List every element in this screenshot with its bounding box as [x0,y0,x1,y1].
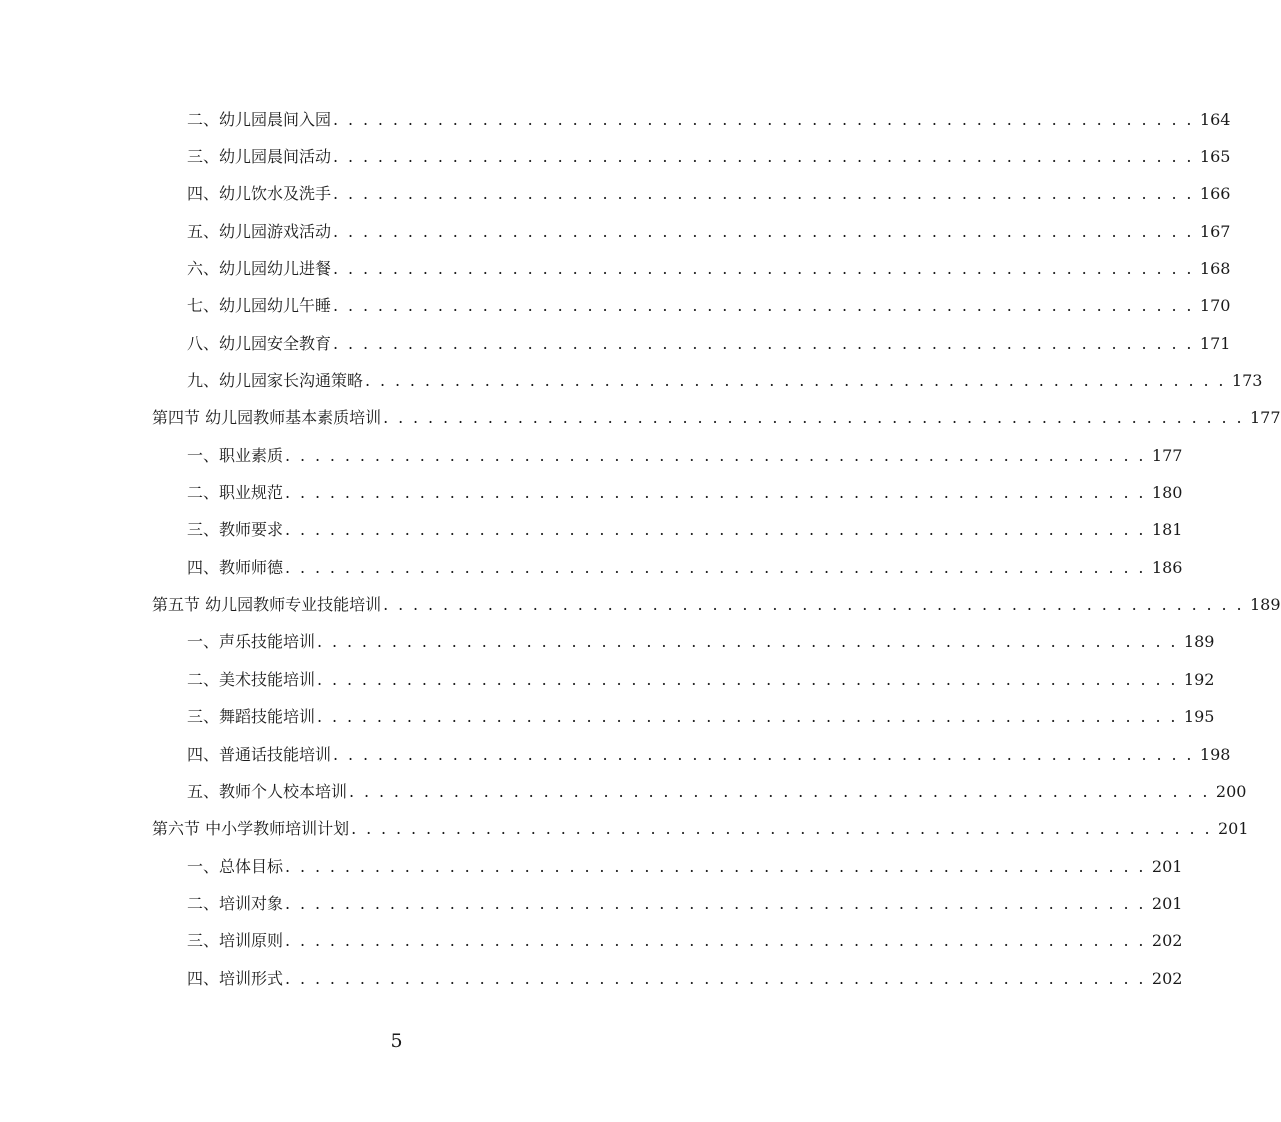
toc-subsection-entry[interactable] [0,960,1183,997]
toc-dot-leader: . . . . . . . . . . . . . . . . . . . . . . . . . . . . . . . . . . . . . . . . . . . . . . . . . . . . . . . . . . [333,184,1194,204]
toc-entry-page: 181 [1151,520,1183,540]
toc-dot-leader: . . . . . . . . . . . . . . . . . . . . . . . . . . . . . . . . . . . . . . . . . . . . . . . . . . . . . . . . . . [333,147,1194,167]
toc-subsection-entry[interactable] [0,288,1231,325]
toc-subsection-entry[interactable] [0,213,1231,250]
toc-entry-title: 四、幼儿饮水及洗手 [187,184,332,204]
toc-entry-title: 四、普通话技能培训 [187,744,332,764]
toc-section-entry[interactable] [0,400,1281,437]
toc-dot-leader: . . . . . . . . . . . . . . . . . . . . . . . . . . . . . . . . . . . . . . . . . . . . . . . . . . . . . . . . . . [383,408,1244,428]
toc-subsection-entry[interactable] [0,624,1215,661]
toc-dot-leader: . . . . . . . . . . . . . . . . . . . . . . . . . . . . . . . . . . . . . . . . . . . . . . . . . . . . . . . . . . [285,893,1146,913]
toc-entry-title: 二、幼儿园晨间入园 [187,109,332,129]
toc-entry-page: 195 [1183,707,1215,727]
toc-entry-title: 三、舞蹈技能培训 [187,707,316,727]
toc-entry-page: 173 [1231,371,1263,391]
toc-entry-title: 一、职业素质 [187,445,284,465]
toc-entry-page: 177 [1249,408,1281,428]
toc-entry-page: 201 [1217,819,1249,839]
toc-subsection-entry[interactable] [0,736,1231,773]
toc-entry-title: 五、幼儿园游戏活动 [187,221,332,241]
toc-subsection-entry[interactable] [0,549,1183,586]
toc-entry-title: 七、幼儿园幼儿午睡 [187,296,332,316]
toc-subsection-entry[interactable] [0,437,1183,474]
toc-subsection-entry[interactable] [0,848,1183,885]
toc-entry-page: 171 [1199,333,1231,353]
toc-entry-title: 一、总体目标 [187,856,284,876]
toc-dot-leader: . . . . . . . . . . . . . . . . . . . . . . . . . . . . . . . . . . . . . . . . . . . . . . . . . . . . . . . . . . [285,931,1146,951]
toc-entry-page: 186 [1151,557,1183,577]
toc-dot-leader: . . . . . . . . . . . . . . . . . . . . . . . . . . . . . . . . . . . . . . . . . . . . . . . . . . . . . . . . . . [365,371,1226,391]
toc-section-entry[interactable] [0,811,1249,848]
toc-entry-page: 192 [1183,669,1215,689]
toc-entry-title: 三、幼儿园晨间活动 [187,147,332,167]
toc-subsection-entry[interactable] [0,773,1247,810]
toc-dot-leader: . . . . . . . . . . . . . . . . . . . . . . . . . . . . . . . . . . . . . . . . . . . . . . . . . . . . . . . . . . [317,669,1178,689]
toc-entry-title: 第五节 幼儿园教师专业技能培训 [152,595,382,615]
toc-subsection-entry[interactable] [0,885,1183,922]
toc-subsection-entry[interactable] [0,512,1183,549]
toc-dot-leader: . . . . . . . . . . . . . . . . . . . . . . . . . . . . . . . . . . . . . . . . . . . . . . . . . . . . . . . . . . [285,483,1146,503]
page-number: 5 [390,1030,403,1052]
toc-dot-leader: . . . . . . . . . . . . . . . . . . . . . . . . . . . . . . . . . . . . . . . . . . . . . . . . . . . . . . . . . . [333,221,1194,241]
toc-subsection-entry[interactable] [0,661,1215,698]
toc-dot-leader: . . . . . . . . . . . . . . . . . . . . . . . . . . . . . . . . . . . . . . . . . . . . . . . . . . . . . . . . . . [351,819,1212,839]
toc-entry-title: 一、声乐技能培训 [187,632,316,652]
toc-dot-leader: . . . . . . . . . . . . . . . . . . . . . . . . . . . . . . . . . . . . . . . . . . . . . . . . . . . . . . . . . . [333,109,1194,129]
toc-entry-page: 201 [1151,893,1183,913]
toc-subsection-entry[interactable] [0,923,1183,960]
toc-entry-title: 第四节 幼儿园教师基本素质培训 [152,408,382,428]
toc-subsection-entry[interactable] [0,138,1231,175]
toc-entry-title: 三、培训原则 [187,931,284,951]
toc-entry-page: 201 [1151,856,1183,876]
toc-subsection-entry[interactable] [0,699,1215,736]
toc-dot-leader: . . . . . . . . . . . . . . . . . . . . . . . . . . . . . . . . . . . . . . . . . . . . . . . . . . . . . . . . . . [285,445,1146,465]
toc-entry-page: 164 [1199,109,1231,129]
toc-entry-title: 二、美术技能培训 [187,669,316,689]
toc-entry-title: 二、培训对象 [187,893,284,913]
toc-dot-leader: . . . . . . . . . . . . . . . . . . . . . . . . . . . . . . . . . . . . . . . . . . . . . . . . . . . . . . . . . . [317,632,1178,652]
toc-entry-page: 180 [1151,483,1183,503]
toc-dot-leader: . . . . . . . . . . . . . . . . . . . . . . . . . . . . . . . . . . . . . . . . . . . . . . . . . . . . . . . . . . [383,595,1244,615]
toc-entry-page: 168 [1199,259,1231,279]
toc-entry-page: 202 [1151,968,1183,988]
toc-entry-page: 170 [1199,296,1231,316]
toc-dot-leader: . . . . . . . . . . . . . . . . . . . . . . . . . . . . . . . . . . . . . . . . . . . . . . . . . . . . . . . . . . [317,707,1178,727]
toc-subsection-entry[interactable] [0,250,1231,287]
toc-entry-page: 198 [1199,744,1231,764]
toc-entry-title: 八、幼儿园安全教育 [187,333,332,353]
toc-entry-title: 四、教师师德 [187,557,284,577]
toc-entry-title: 第六节 中小学教师培训计划 [152,819,350,839]
toc-dot-leader: . . . . . . . . . . . . . . . . . . . . . . . . . . . . . . . . . . . . . . . . . . . . . . . . . . . . . . . . . . [285,856,1146,876]
toc-subsection-entry[interactable] [0,325,1231,362]
toc-entry-title: 九、幼儿园家长沟通策略 [187,371,364,391]
toc-entry-title: 六、幼儿园幼儿进餐 [187,259,332,279]
toc-entry-page: 202 [1151,931,1183,951]
toc-entry-title: 四、培训形式 [187,968,284,988]
toc-dot-leader: . . . . . . . . . . . . . . . . . . . . . . . . . . . . . . . . . . . . . . . . . . . . . . . . . . . . . . . . . . [285,557,1146,577]
toc-entry-page: 177 [1151,445,1183,465]
toc-entry-page: 189 [1249,595,1281,615]
toc-entry-page: 166 [1199,184,1231,204]
toc-dot-leader: . . . . . . . . . . . . . . . . . . . . . . . . . . . . . . . . . . . . . . . . . . . . . . . . . . . . . . . . . . [333,333,1194,353]
toc-entry-page: 167 [1199,221,1231,241]
toc-entry-title: 五、教师个人校本培训 [187,781,348,801]
toc-dot-leader: . . . . . . . . . . . . . . . . . . . . . . . . . . . . . . . . . . . . . . . . . . . . . . . . . . . . . . . . . . [285,968,1146,988]
table-of-contents [0,101,1281,997]
toc-entry-title: 三、教师要求 [187,520,284,540]
toc-dot-leader: . . . . . . . . . . . . . . . . . . . . . . . . . . . . . . . . . . . . . . . . . . . . . . . . . . . . . . . . . . [333,744,1194,764]
toc-subsection-entry[interactable] [0,362,1263,399]
toc-subsection-entry[interactable] [0,474,1183,511]
toc-subsection-entry[interactable] [0,101,1231,138]
toc-entry-page: 165 [1199,147,1231,167]
toc-entry-page: 200 [1215,781,1247,801]
toc-subsection-entry[interactable] [0,176,1231,213]
toc-dot-leader: . . . . . . . . . . . . . . . . . . . . . . . . . . . . . . . . . . . . . . . . . . . . . . . . . . . . . . . . . . [333,296,1194,316]
toc-entry-page: 189 [1183,632,1215,652]
toc-section-entry[interactable] [0,586,1281,623]
toc-dot-leader: . . . . . . . . . . . . . . . . . . . . . . . . . . . . . . . . . . . . . . . . . . . . . . . . . . . . . . . . . . [333,259,1194,279]
toc-dot-leader: . . . . . . . . . . . . . . . . . . . . . . . . . . . . . . . . . . . . . . . . . . . . . . . . . . . . . . . . . . [285,520,1146,540]
toc-dot-leader: . . . . . . . . . . . . . . . . . . . . . . . . . . . . . . . . . . . . . . . . . . . . . . . . . . . . . . . . . . [349,781,1210,801]
toc-entry-title: 二、职业规范 [187,483,284,503]
